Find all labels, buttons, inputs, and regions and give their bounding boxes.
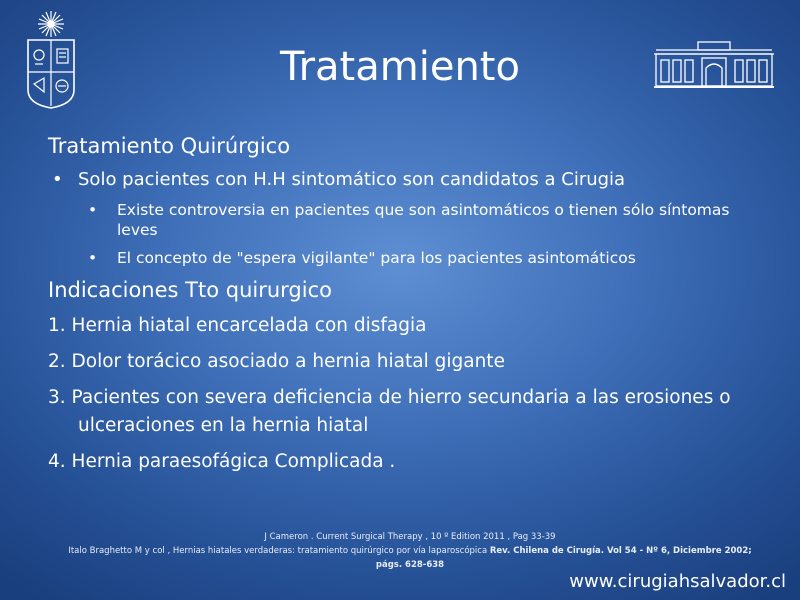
reference-2-authors: Italo Braghetto M y col , Hernias hiatales verdaderas: tratamiento quirúrgico por vía laparoscópica [68, 546, 490, 556]
footer-url[interactable]: www.cirugiahsalvador.cl [569, 571, 786, 592]
bullet-glyph: • [88, 249, 98, 267]
numbered-item: 1. Hernia hiatal encarcelada con disfagia [48, 315, 427, 336]
sub-bullet-text: El concepto de "espera vigilante" para los pacientes asintomáticos [117, 249, 636, 267]
references [60, 530, 760, 572]
sub-bullet-item [48, 200, 757, 240]
numbered-item: 3. Pacientes con severa deficiencia de hierro secundaria a las erosiones o ulceraciones en la hernia hiatal [48, 387, 731, 436]
numbered-item: 2. Dolor torácico asociado a hernia hiatal gigante [48, 351, 505, 372]
reference-1: J Cameron . Current Surgical Therapy , 10 º Edition 2011 , Pag 33-39 [264, 532, 556, 542]
bullet-glyph: • [52, 169, 63, 190]
reference-2 [60, 544, 760, 572]
sub-bullet-text: Existe controversia en pacientes que son asintomáticos o tienen sólo síntomas leves [117, 201, 730, 239]
sub-bullet-item [48, 248, 757, 268]
slide-title: Tratamiento [280, 44, 520, 90]
numbered-item: 4. Hernia paraesofágica Complicada . [48, 451, 396, 472]
bullet-text: Solo pacientes con H.H sintomático son candidatos a Cirugia [78, 169, 626, 190]
bullet-item [48, 168, 788, 192]
section-heading-indications: Indicaciones Tto quirurgico [48, 278, 332, 302]
slide-content [48, 132, 788, 476]
reference-2-journal: Rev. Chilena de Cirugía. Vol 54 - Nº 6, Diciembre 2002; págs. 628-638 [375, 546, 752, 570]
bullet-glyph: • [88, 201, 98, 219]
section-heading-surgical-treatment: Tratamiento Quirúrgico [48, 134, 291, 158]
